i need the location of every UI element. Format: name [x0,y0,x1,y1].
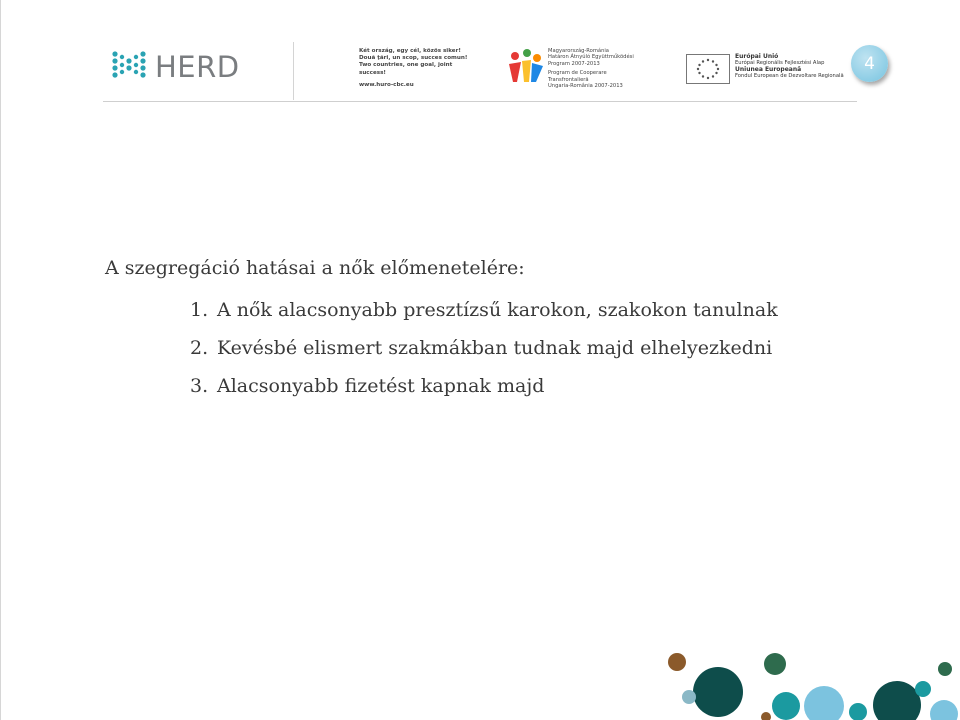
decor-dot [873,681,921,720]
list-item [190,335,778,373]
list-item-text: Kevésbé elismert szakmákban tudnak majd elhelyezkedni [217,337,773,359]
program-slogan [359,48,469,89]
slide-header [103,40,857,102]
list-item-text: Alacsonyabb fizetést kapnak majd [217,375,545,397]
decor-dot [693,667,743,717]
decor-dot [938,662,952,676]
slogan-line: Două ţări, un scop, succes comun! [359,55,468,62]
huro-line: Határon Átnyúló Együttműködési [548,54,634,61]
decor-dot [804,686,844,720]
huro-line: Magyarország-Románia [548,48,609,54]
decor-dot [682,690,696,704]
eu-fund-hu: Európai Regionális Fejlesztési Alap [735,60,825,67]
eu-title-ro: Uniunea Europeană [735,65,802,73]
eu-funding-text [735,54,850,80]
slide-heading: A szegregáció hatásai a nők előmenetelére: [105,257,525,279]
eu-flag-icon [686,54,730,84]
eu-title-hu: Európai Unió [735,53,779,60]
decor-dot [764,653,786,675]
slogan-line: Két ország, egy cél, közös siker! [359,48,461,54]
list-item [190,373,778,411]
huro-line: Program de Cooperare [548,70,607,77]
header-divider [293,42,294,100]
huro-line: Transfrontalieră [548,76,589,83]
huro-program-logo-icon [505,48,545,88]
herd-logo [111,48,241,84]
program-url: www.huro-cbc.eu [359,81,414,88]
list-item [190,297,778,335]
decor-dot [772,692,800,720]
decor-dot [761,712,771,720]
effects-list [190,297,778,411]
list-item-number: 3. [190,375,209,397]
huro-line: Program 2007-2013 [548,60,600,67]
list-item-text: A nők alacsonyabb presztízsű karokon, szakokon tanulnak [217,299,778,321]
herd-logo-text: HERD [155,50,240,84]
list-item-number: 2. [190,337,209,359]
huro-line: Ungaria-România 2007-2013 [548,83,623,90]
decor-dot [930,700,958,720]
list-item-number: 1. [190,299,209,321]
eu-fund-ro: Fondul European de Dezvoltare Regională [735,73,844,80]
header-rule [103,101,857,102]
page-number-badge: 4 [851,45,888,82]
herd-dots-icon [111,48,151,84]
decor-dot [849,703,867,720]
decor-dot [668,653,686,671]
slogan-line: Two countries, one goal, joint success! [359,62,453,76]
huro-program-text [548,48,658,89]
decor-dot [915,681,931,697]
slide-left-border [0,0,1,720]
